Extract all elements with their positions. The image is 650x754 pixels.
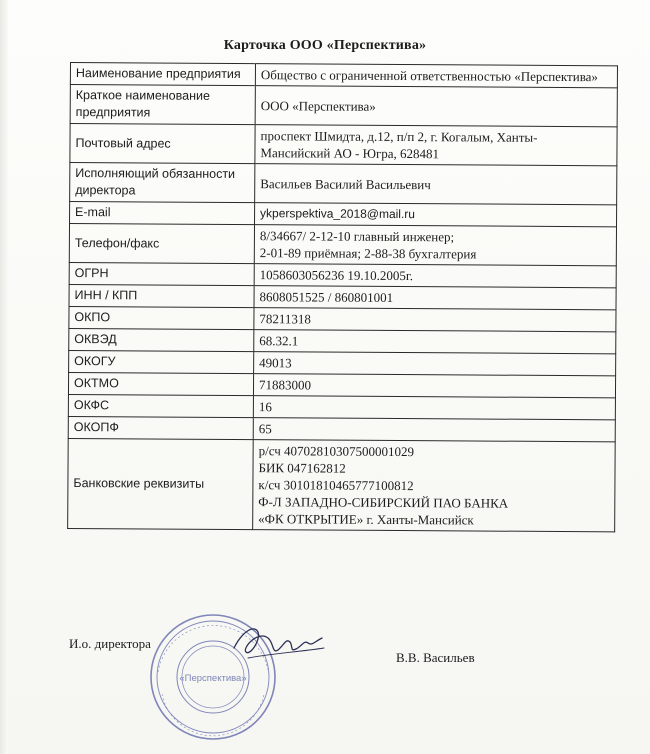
row-label: ОКОГУ [69,350,254,373]
row-label: Наименование предприятия [70,63,255,86]
row-label: ОКОПФ [68,416,253,439]
row-value [254,352,616,376]
row-label: Банковские реквизиты [68,438,254,529]
value-line: 1058603056236 19.10.2005г. [259,267,414,284]
scan-edge [0,0,8,754]
value-line: Общество с ограниченной ответственностью «Перспектива» [260,67,599,85]
handwritten-signature [228,612,328,667]
value-line: 65 [258,421,272,437]
row-label: Телефон/факс [69,224,254,264]
row-label: Краткое наименование предприятия [70,85,255,125]
row-label: ОКТМО [68,372,253,395]
row-value [254,286,616,310]
row-value [255,164,617,205]
row-value [253,418,615,442]
value-line: к/сч 30101810465777100812 [258,477,414,494]
value-line: Мансийский АО - Югра, 628481 [260,145,440,162]
row-value [254,330,616,354]
document-title: Карточка ООО «Перспектива» [223,38,427,53]
row-value [254,264,616,288]
value-line: 8/34667/ 2-12-10 главный инженер; [259,228,455,245]
table-row [69,224,616,266]
table-row [70,124,617,166]
value-line: Васильев Василий Васильевич [260,175,431,192]
row-label: Почтовый адрес [70,124,255,164]
value-line: БИК 047162812 [258,460,346,476]
table-row [70,163,617,205]
value-line: ООО «Перспектива» [260,97,376,114]
row-value [253,374,615,398]
row-label: ИНН / КПП [69,284,254,307]
row-value [254,308,616,332]
row-value [255,125,617,166]
value-line: Ф-Л ЗАПАДНО-СИБИРСКИЙ ПАО БАНКА [258,494,509,511]
value-line: 78211318 [259,311,312,327]
value-line: 49013 [259,355,292,371]
row-value [253,396,615,420]
table-row [70,85,617,127]
value-line: 8608051525 / 860801001 [259,289,394,305]
row-value [255,64,617,88]
value-line: ykperspektiva_2018@mail.ru [260,206,416,222]
row-label: Исполняющий обязанности директора [70,163,255,203]
row-value [254,225,616,266]
value-line: «ФК ОТКРЫТИЕ» г. Ханты-Мансийск [258,511,474,528]
row-value [255,86,617,127]
value-line: 16 [258,399,272,415]
card-table-body [68,63,618,532]
row-label: ОКВЭД [69,328,254,351]
signatory-name: В.В. Васильев [396,650,475,665]
company-card-table [67,62,618,532]
stamp-center-text: «Перспектива» [179,673,247,684]
row-label: ОКПО [69,306,254,329]
row-label: ОКФС [68,394,253,417]
table-row [68,438,616,531]
row-value [255,203,617,227]
value-line: 71883000 [258,377,312,393]
row-label: E-mail [70,202,255,225]
value-line: 68.32.1 [259,333,299,349]
value-line: проспект Шмидта, д.12, п/п 2, г. Когалым, Ханты- [260,128,538,145]
signatory-position: И.о. директора [69,636,151,651]
value-line: 2-01-89 приёмная; 2-88-38 бухгалтерия [259,245,477,262]
row-label: ОГРН [69,262,254,285]
value-line: р/сч 40702810307500001029 [258,443,415,460]
row-value [253,440,616,532]
